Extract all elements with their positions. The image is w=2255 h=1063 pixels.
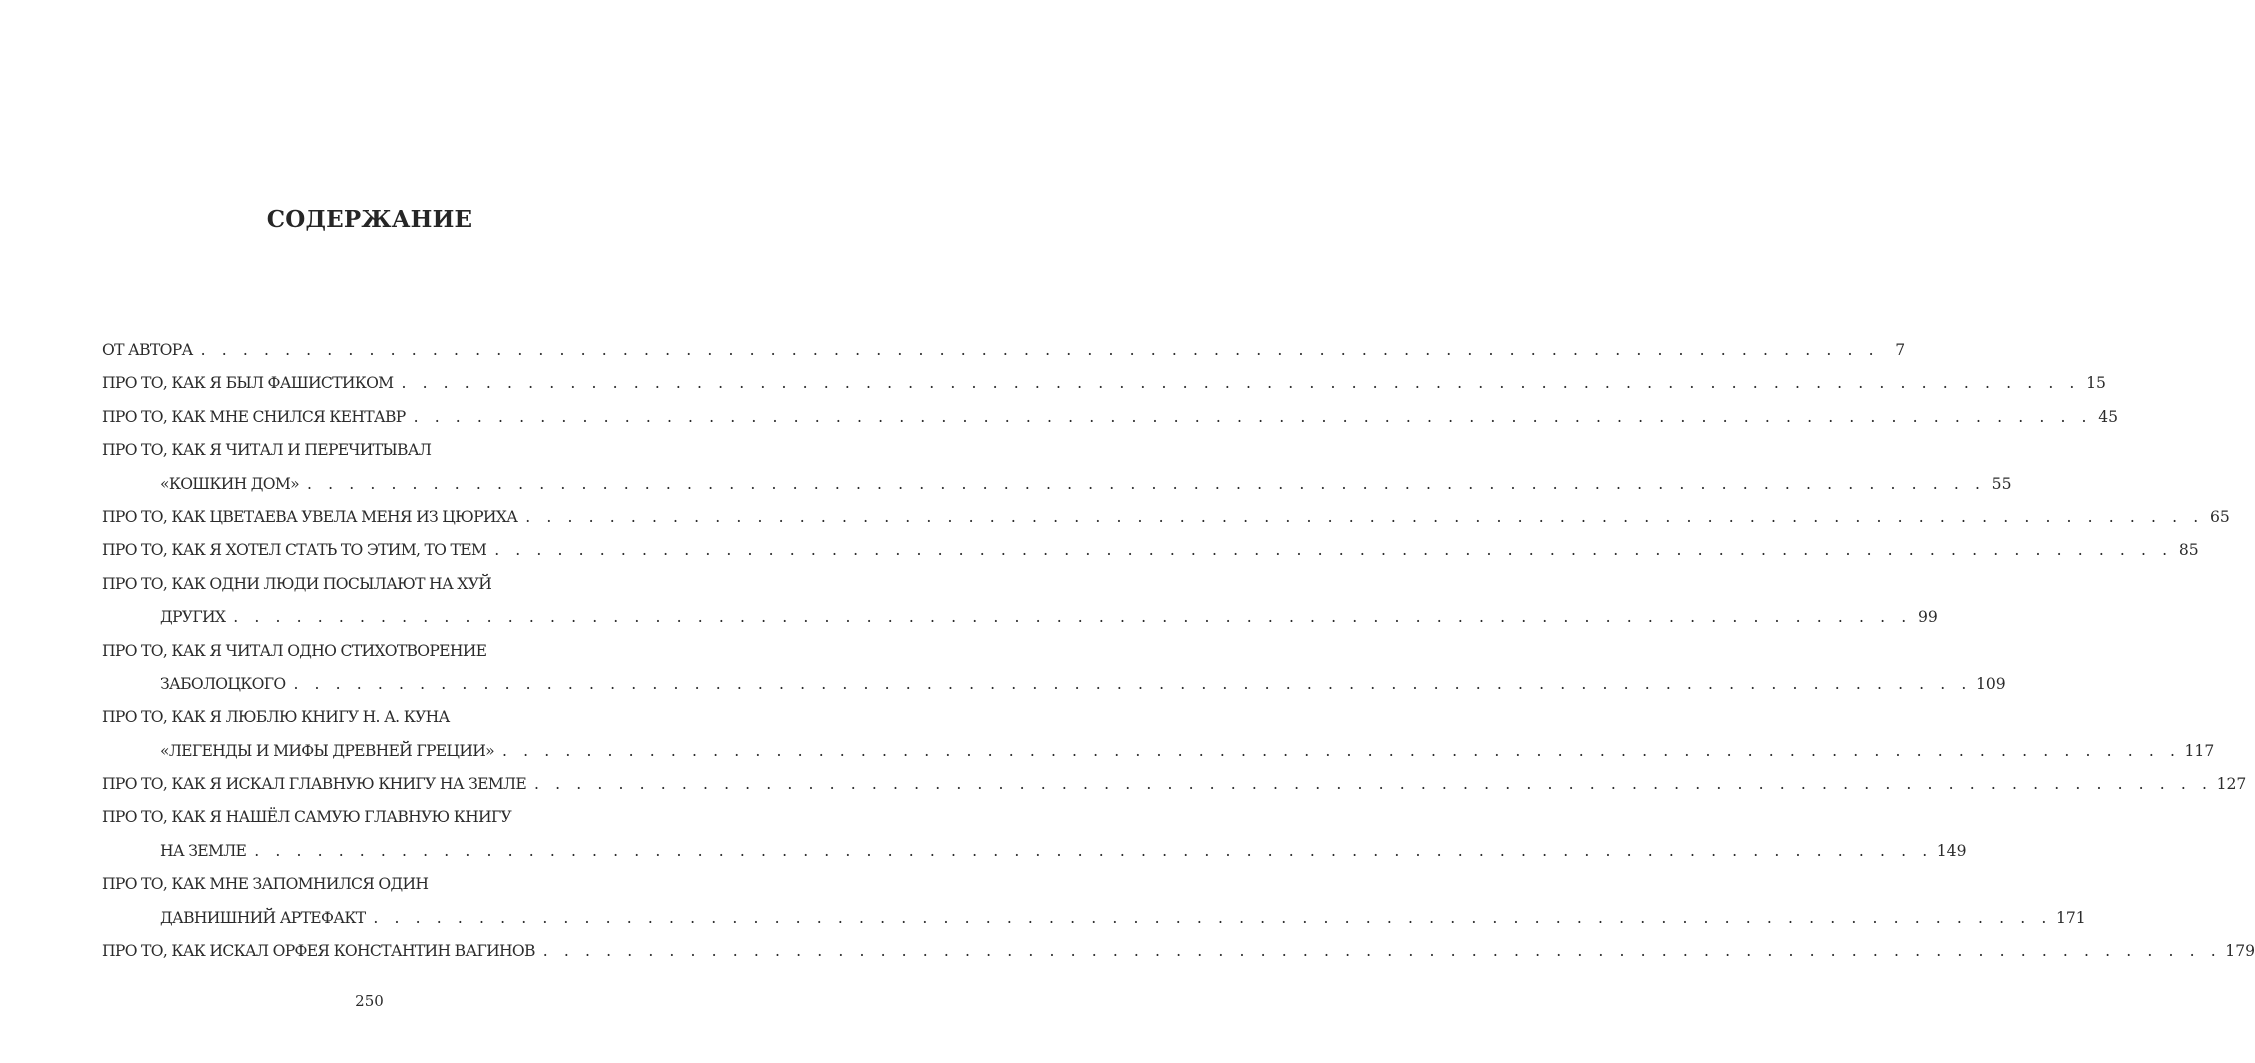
toc-entry-title: ЗАБОЛОЦКОГО	[160, 674, 286, 693]
toc-dot-leader: . . . . . . . . . . . . . . . . . . . . . . . . . . . . . . . . . . . . . . . . . . . . . . . . . . . . . . . . . . . . . . . . . . . . . . . . . . . . . . . .	[501, 741, 2181, 760]
toc-entry-title: ПРО ТО, КАК Я ХОТЕЛ СТАТЬ ТО ЭТИМ, ТО ТЕМ	[102, 541, 487, 560]
toc-line	[102, 367, 2106, 400]
toc-entry	[102, 701, 2215, 768]
toc-entry	[102, 501, 2230, 534]
toc-entry	[102, 635, 2006, 702]
toc-dot-leader: . . . . . . . . . . . . . . . . . . . . . . . . . . . . . . . . . . . . . . . . . . . . . . . . . . . . . . . . . . . . . . . . . . . . . . . . . . . . . . . .	[254, 841, 1933, 860]
toc-entry-title: ПРО ТО, КАК Я НАШЁЛ САМУЮ ГЛАВНУЮ КНИГУ	[102, 808, 512, 827]
toc-line	[102, 468, 2012, 501]
toc-page-number: 7	[1895, 341, 1906, 359]
toc-line	[102, 334, 1906, 367]
toc-entry-title: ПРО ТО, КАК Я ЧИТАЛ ОДНО СТИХОТВОРЕНИЕ	[102, 641, 487, 660]
toc-entry-title: ПРО ТО, КАК Я ИСКАЛ ГЛАВНУЮ КНИГУ НА ЗЕМЛЕ	[102, 775, 527, 794]
toc-entry-title: ПРО ТО, КАК ЦВЕТАЕВА УВЕЛА МЕНЯ ИЗ ЦЮРИХА	[102, 507, 518, 526]
toc-entry-title: ПРО ТО, КАК МНЕ ЗАПОМНИЛСЯ ОДИН	[102, 875, 429, 894]
toc-entry	[102, 334, 1906, 367]
toc-page-number: 171	[2055, 908, 2086, 927]
toc-line	[102, 434, 640, 467]
toc-line	[102, 735, 2215, 768]
toc-entry-title: НА ЗЕМЛЕ	[160, 841, 247, 860]
toc-dot-leader: . . . . . . . . . . . . . . . . . . . . . . . . . . . . . . . . . . . . . . . . . . . . . . . . . . . . . . . . . . . . . . . . . . . . . . . . . . . . . . . .	[373, 908, 2052, 927]
toc-entry-title: ПРО ТО, КАК МНЕ СНИЛСЯ КЕНТАВР	[102, 407, 406, 426]
toc-dot-leader: . . . . . . . . . . . . . . . . . . . . . . . . . . . . . . . . . . . . . . . . . . . . . . . . . . . . . . . . . . . . . . . . . . . . . . . . . . . . . . . .	[542, 942, 2222, 961]
toc-line	[102, 935, 2255, 968]
toc-page-number: 149	[1936, 841, 1967, 860]
toc-dot-leader: . . . . . . . . . . . . . . . . . . . . . . . . . . . . . . . . . . . . . . . . . . . . . . . . . . . . . . . . . . . . . . . . . . . . . . . . . . . . . . . .	[233, 608, 1912, 627]
toc-entry	[102, 434, 2012, 501]
toc-dot-leader: . . . . . . . . . . . . . . . . . . . . . . . . . . . . . . . . . . . . . . . . . . . . . . . . . . . . . . . . . . . . . . . . . . . . . . . . . . . . . . . .	[306, 474, 1986, 493]
toc-entry-title: ОТ АВТОРА	[102, 341, 193, 359]
toc-page-number: 45	[2098, 407, 2119, 426]
toc-line	[102, 835, 1967, 868]
toc-dot-leader: . . . . . . . . . . . . . . . . . . . . . . . . . . . . . . . . . . . . . . . . . . . . . . . . . . . . . . . . . . . . . . . . . . . . . . . . . . . . . . . .	[293, 674, 1972, 693]
toc-line	[102, 635, 640, 668]
toc-entry-title: ПРО ТО, КАК Я ЛЮБЛЮ КНИГУ Н. А. КУНА	[102, 708, 450, 727]
toc-line	[102, 568, 640, 601]
toc-page-number: 117	[2184, 741, 2215, 760]
toc-line	[102, 768, 2247, 801]
toc-page-number: 55	[1991, 474, 2012, 493]
toc-page-number: 15	[2086, 374, 2106, 393]
toc-entry	[102, 801, 1967, 868]
toc-entry	[102, 401, 2119, 434]
toc-line	[102, 534, 2199, 567]
toc-entry-title: ПРО ТО, КАК ИСКАЛ ОРФЕЯ КОНСТАНТИН ВАГИНОВ	[102, 942, 535, 961]
toc-entry-title: ДРУГИХ	[160, 608, 226, 627]
toc-entry-title: «КОШКИН ДОМ»	[160, 474, 299, 493]
toc-entry-title: ПРО ТО, КАК Я БЫЛ ФАШИСТИКОМ	[102, 374, 394, 393]
toc-entry	[102, 367, 2106, 400]
toc-dot-leader: . . . . . . . . . . . . . . . . . . . . . . . . . . . . . . . . . . . . . . . . . . . . . . . . . . . . . . . . . . . . . . . . . . . . . . . . . . . . . . . .	[534, 775, 2213, 794]
toc-entry	[102, 935, 2255, 968]
toc-dot-leader: . . . . . . . . . . . . . . . . . . . . . . . . . . . . . . . . . . . . . . . . . . . . . . . . . . . . . . . . . . . . . . . . . . . . . . . . . . . . . . . .	[413, 407, 2093, 426]
table-of-contents	[102, 334, 2255, 968]
toc-line	[102, 868, 640, 901]
toc-line	[102, 668, 2006, 701]
toc-dot-leader: . . . . . . . . . . . . . . . . . . . . . . . . . . . . . . . . . . . . . . . . . . . . . . . . . . . . . . . . . . . . . . . . . . . . . . . . . . . . . . . .	[200, 341, 1880, 359]
toc-line	[102, 601, 1938, 634]
page-title: СОДЕРЖАНИЕ	[266, 206, 473, 233]
toc-page-number: 85	[2178, 541, 2199, 560]
toc-entry	[102, 534, 2199, 567]
page-number: 250	[355, 992, 384, 1010]
toc-entry-title: ДАВНИШНИЙ АРТЕФАКТ	[160, 908, 366, 927]
toc-entry-title: ПРО ТО, КАК ОДНИ ЛЮДИ ПОСЫЛАЮТ НА ХУЙ	[102, 574, 492, 593]
toc-page-number: 65	[2209, 507, 2230, 526]
toc-page-number: 179	[2225, 942, 2255, 961]
toc-page-number: 127	[2216, 775, 2247, 794]
toc-line	[102, 801, 640, 834]
toc-page-number: 99	[1917, 608, 1938, 627]
toc-line	[102, 401, 2119, 434]
toc-dot-leader: . . . . . . . . . . . . . . . . . . . . . . . . . . . . . . . . . . . . . . . . . . . . . . . . . . . . . . . . . . . . . . . . . . . . . . . . . . . . . . . .	[494, 541, 2173, 560]
toc-page-number: 109	[1975, 674, 2006, 693]
toc-entry	[102, 868, 2086, 935]
toc-line	[102, 501, 2230, 534]
toc-entry	[102, 568, 1938, 635]
toc-line	[102, 701, 640, 734]
toc-line	[102, 902, 2086, 935]
toc-dot-leader: . . . . . . . . . . . . . . . . . . . . . . . . . . . . . . . . . . . . . . . . . . . . . . . . . . . . . . . . . . . . . . . . . . . . . . . . . . . . . . . .	[525, 507, 2204, 526]
toc-entry-title: «ЛЕГЕНДЫ И МИФЫ ДРЕВНЕЙ ГРЕЦИИ»	[160, 741, 494, 760]
toc-entry-title: ПРО ТО, КАК Я ЧИТАЛ И ПЕРЕЧИТЫВАЛ	[102, 441, 432, 460]
toc-entry	[102, 768, 2247, 801]
toc-dot-leader: . . . . . . . . . . . . . . . . . . . . . . . . . . . . . . . . . . . . . . . . . . . . . . . . . . . . . . . . . . . . . . . . . . . . . . . . . . . . . . . .	[401, 374, 2080, 393]
